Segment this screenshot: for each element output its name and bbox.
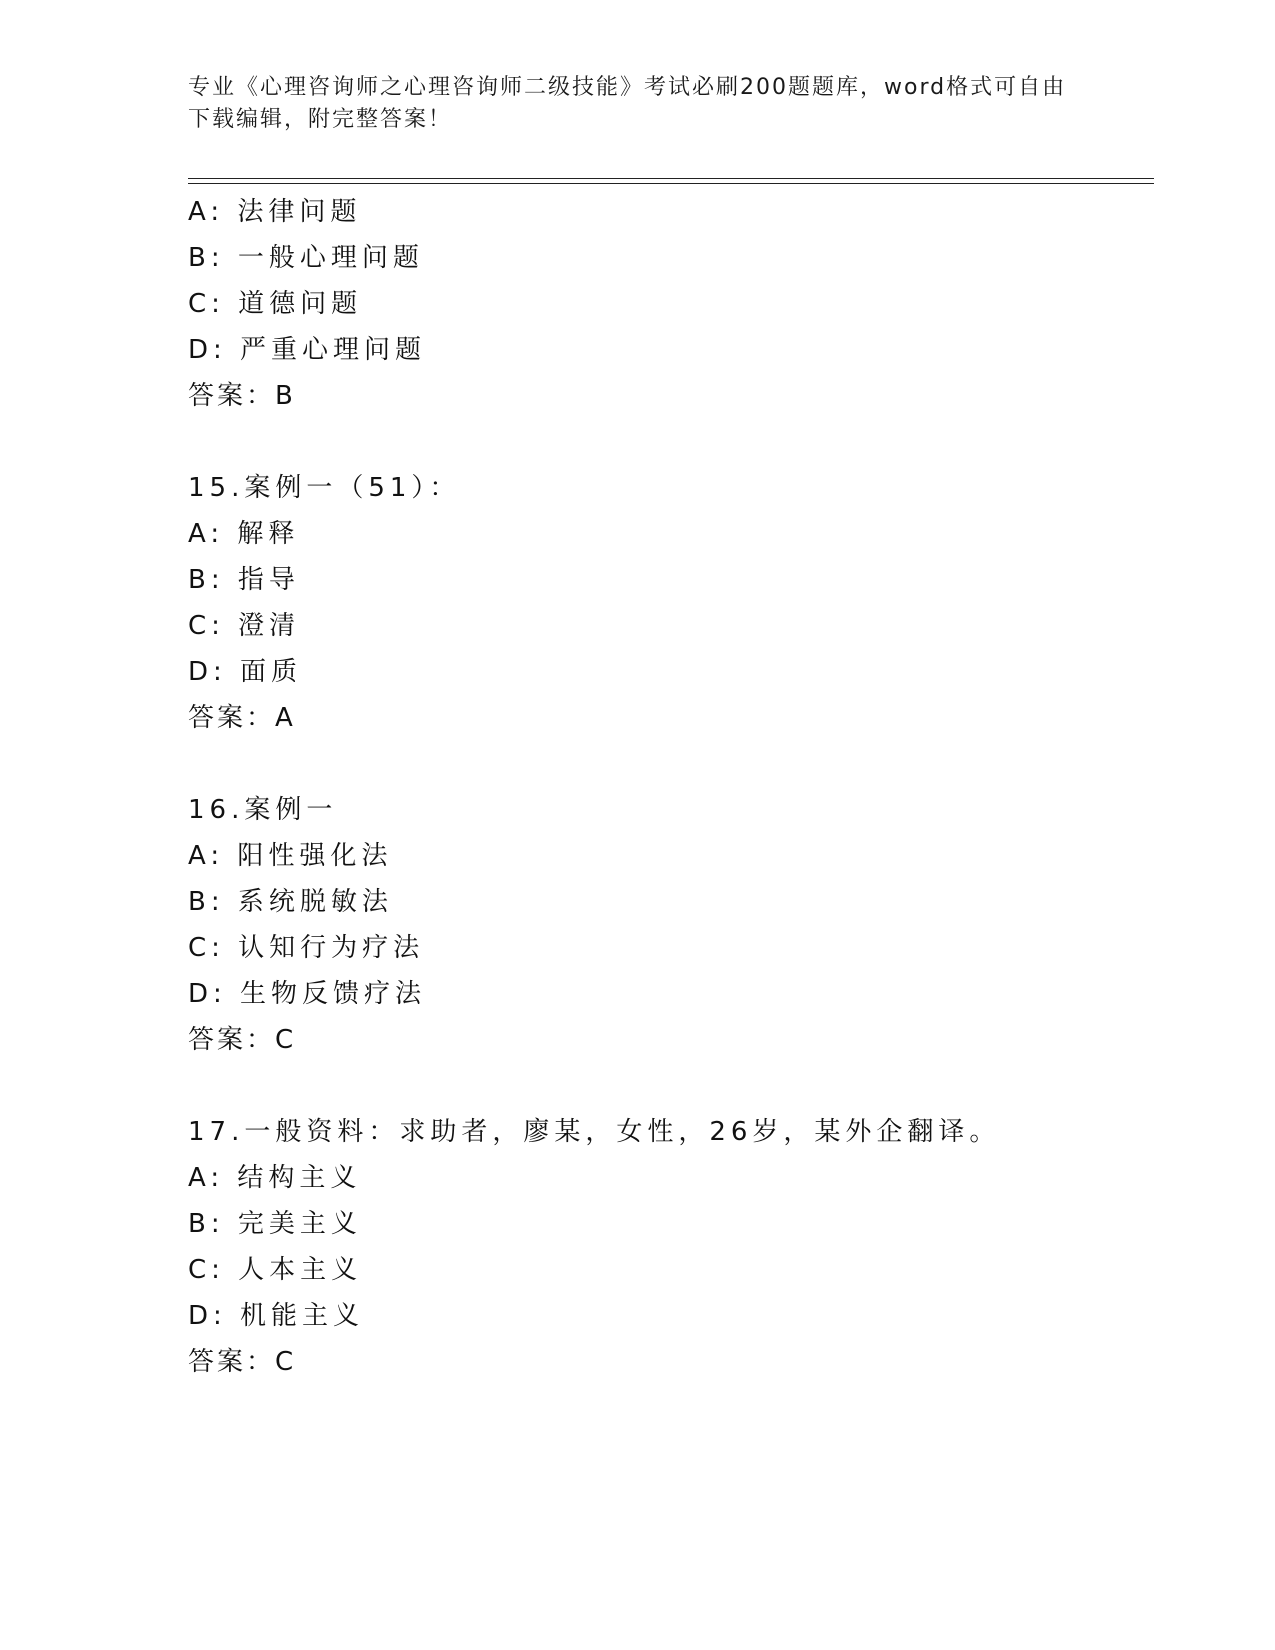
option-d: D: 机能主义	[188, 1301, 365, 1331]
question-stem: 16.案例一	[188, 795, 338, 825]
option-a: A: 结构主义	[188, 1163, 362, 1193]
answer-line: 答案：C	[188, 1347, 297, 1377]
question-17	[188, 1109, 1148, 1385]
option-c: C: 澄清	[188, 611, 301, 641]
header-divider-top	[188, 178, 1154, 179]
answer-line: 答案：A	[188, 703, 296, 733]
question-16	[188, 787, 1148, 1063]
question-15	[188, 465, 1148, 741]
option-c: C: 认知行为疗法	[188, 933, 425, 963]
option-b: B: 指导	[188, 565, 300, 595]
option-a: A: 解释	[188, 519, 300, 549]
spacer	[188, 1063, 1148, 1109]
spacer	[188, 741, 1148, 787]
option-c: C: 人本主义	[188, 1255, 363, 1285]
spacer	[188, 419, 1148, 465]
option-d: D: 严重心理问题	[188, 335, 427, 365]
option-a: A: 阳性强化法	[188, 841, 393, 871]
partial-question	[188, 189, 1148, 419]
option-d: D: 面质	[188, 657, 303, 687]
option-a: A: 法律问题	[188, 197, 362, 227]
option-b: B: 系统脱敏法	[188, 887, 393, 917]
option-d: D: 生物反馈疗法	[188, 979, 427, 1009]
answer-line: 答案：B	[188, 381, 296, 411]
answer-line: 答案：C	[188, 1025, 297, 1055]
question-stem: 15.案例一（51）：	[188, 473, 461, 503]
header-divider-bottom	[188, 183, 1154, 184]
option-c: C: 道德问题	[188, 289, 363, 319]
option-b: B: 完美主义	[188, 1209, 362, 1239]
document-header: 专业《心理咨询师之心理咨询师二级技能》考试必刷200题题库，word格式可自由下载编辑，附完整答案！	[188, 75, 1067, 132]
option-b: B: 一般心理问题	[188, 243, 424, 273]
question-list	[188, 189, 1148, 1385]
question-stem: 17.一般资料：求助者，廖某，女性，26岁，某外企翻译。	[188, 1117, 1001, 1147]
